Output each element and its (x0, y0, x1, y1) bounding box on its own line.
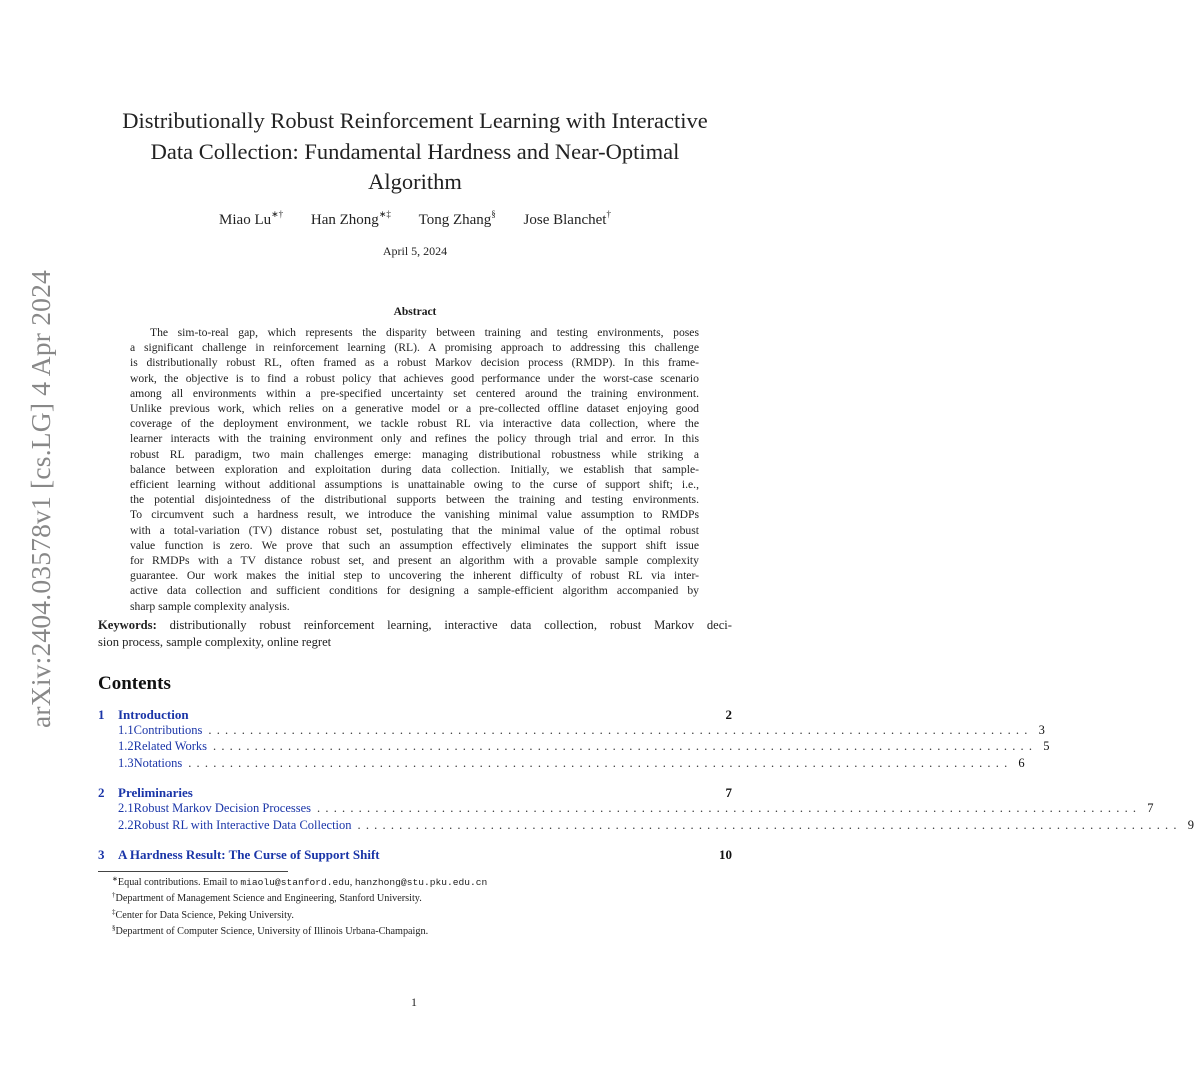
toc-page-number[interactable]: 7 (1147, 801, 1154, 815)
toc-link[interactable]: Robust Markov Decision Processes (133, 801, 312, 815)
abstract-line: To circumvent such a hardness result, we introduce the vanishing minimal value assumption to RMDPs (130, 508, 699, 522)
keywords-line-2: sion process, sample complexity, online regret (98, 635, 332, 649)
toc-number[interactable]: 1.2 (118, 739, 134, 753)
footnote-separator: , (349, 877, 355, 888)
arxiv-stamp-text: arXiv:2404.03578v1 [cs.LG] 4 Apr 2024 (26, 278, 56, 728)
toc-number[interactable]: 2.2 (118, 818, 134, 832)
footnote-rule (98, 871, 288, 872)
toc-number[interactable]: 1.3 (118, 756, 134, 770)
contents-heading: Contents (98, 673, 171, 694)
toc-number[interactable]: 1.1 (118, 723, 134, 737)
toc-link[interactable]: Contributions (133, 723, 203, 737)
author (311, 209, 391, 229)
author (419, 209, 496, 229)
abstract-line: with a total-variation (TV) distance robust set, postulating that the minimal value of the optimal robust (130, 523, 699, 537)
toc-entry[interactable] (98, 707, 732, 724)
toc-entry[interactable] (98, 756, 1025, 773)
keywords (98, 617, 732, 651)
abstract-line: robust RL paradigm, two main challenges emerge: managing distributional robustness while striking a (130, 447, 699, 461)
footnote-mark: ‡ (112, 907, 116, 916)
author (524, 209, 611, 229)
author (219, 209, 283, 229)
abstract-line: value function is zero. We prove that such an assumption effectively eliminates the support shift issue (130, 538, 699, 552)
footnote-affiliation (112, 922, 732, 938)
author-list (98, 209, 732, 229)
footnotes (112, 873, 732, 939)
arxiv-stamp (26, 268, 56, 728)
abstract-line: Unlike previous work, which relies on a generative model or a pre-collected offline dataset enjoying good (130, 402, 699, 416)
footnote-text: Department of Computer Science, University of Illinois Urbana-Champaign. (115, 926, 429, 938)
author-affiliation-marks: † (606, 209, 611, 219)
footnote-text: Department of Management Science and Engineering, Stanford University. (115, 893, 422, 905)
abstract-line: is distributionally robust RL, often framed as a robust Markov decision process (RMDP). In this frame- (130, 356, 699, 370)
toc-link[interactable]: Introduction (118, 707, 189, 722)
toc-number[interactable]: 2.1 (118, 801, 134, 815)
toc-entry[interactable] (98, 785, 732, 802)
toc-page-number[interactable]: 2 (725, 707, 732, 722)
toc-number[interactable]: 1 (98, 707, 105, 722)
toc-page-number[interactable]: 9 (1187, 818, 1194, 832)
abstract-line: efficient learning without additional assumptions is unattainable owing to the curse of support shift; i.e., (130, 478, 699, 492)
title-line-1: Distributionally Robust Reinforcement Learning with Interactive (122, 108, 708, 133)
title-line-2: Data Collection: Fundamental Hardness and Near-Optimal (150, 138, 680, 164)
footnote-mark: § (112, 924, 116, 933)
abstract-line: balance between exploration and exploitation during data collection. Initially, we establish that sample- (130, 462, 699, 476)
toc-page-number[interactable]: 5 (1043, 739, 1050, 753)
author-name: Miao Lu (219, 212, 272, 228)
abstract-line: work, the objective is to find a robust policy that achieves good performance under the worst-case scenario (130, 371, 699, 385)
abstract-line: guarantee. Our work makes the initial step to uncovering the inherent difficulty of robust RL via inter- (130, 569, 699, 583)
title-line-3: Algorithm (368, 169, 462, 194)
footnote-mark: † (112, 891, 116, 900)
toc-entry[interactable] (98, 847, 732, 864)
toc-entry[interactable] (98, 801, 1154, 818)
publication-date: April 5, 2024 (382, 244, 448, 258)
toc-link[interactable]: Robust RL with Interactive Data Collection (133, 818, 352, 832)
keywords-line-1 (98, 617, 732, 634)
toc-leader: ................................................................................................... (188, 756, 1013, 770)
footnote-affiliation (112, 889, 732, 905)
author-name: Jose Blanchet (523, 212, 607, 228)
toc-page-number[interactable]: 7 (725, 785, 732, 800)
abstract-line: for RMDPs with a TV distance robust set, and present an algorithm with a provable sample complexity (130, 554, 699, 568)
page-number: 1 (411, 995, 417, 1009)
abstract-line: sharp sample complexity analysis. (130, 599, 290, 613)
abstract-line: coverage of the deployment environment, we tackle robust RL via interactive data collection, where the (130, 417, 699, 431)
abstract-line: among all environments within a pre-specified uncertainty set centered around the training environment. (130, 386, 699, 400)
toc-page-number[interactable]: 6 (1018, 756, 1025, 770)
keywords-text-1: distributionally robust reinforcement learning, interactive data collection, robust Markov deci- (169, 618, 733, 632)
footnote-affiliation (112, 906, 732, 922)
toc-link[interactable]: A Hardness Result: The Curse of Support Shift (118, 847, 380, 862)
email-link[interactable]: miaolu@stanford.edu (240, 877, 350, 888)
toc-page-number[interactable]: 3 (1038, 723, 1045, 737)
abstract-line: The sim-to-real gap, which represents the disparity between training and testing environments, poses (150, 326, 699, 339)
author-name: Tong Zhang (418, 212, 492, 228)
abstract-line: learner interacts with the training environment only and refines the policy through trial and error. In this (130, 432, 699, 446)
toc-leader: ................................................................................................... (213, 739, 1038, 753)
toc-entry[interactable] (98, 739, 1050, 756)
footnote-mark: ∗ (112, 875, 118, 883)
toc-leader: ................................................................................................... (208, 723, 1033, 737)
author-affiliation-marks: ∗‡ (378, 209, 391, 219)
toc-number[interactable]: 2 (98, 785, 105, 800)
abstract-line: a significant challenge in reinforcement learning (RL). A promising approach to addressing this challenge (130, 341, 699, 355)
email-link[interactable]: hanzhong@stu.pku.edu.cn (354, 877, 488, 888)
author-name: Han Zhong (310, 212, 379, 228)
toc-link[interactable]: Related Works (133, 739, 208, 753)
arxiv-stamp-svg (26, 268, 56, 728)
toc-leader: ................................................................................................... (357, 818, 1182, 832)
abstract-line: the potential disjointedness of the distributional supports between the training and testing environments. (130, 493, 699, 507)
footnote-text: Equal contributions. Email to (117, 877, 241, 888)
toc-page-number[interactable]: 10 (719, 847, 732, 862)
toc-link[interactable]: Preliminaries (118, 785, 193, 800)
abstract-heading: Abstract (393, 306, 437, 318)
footnote-text: Center for Data Science, Peking University. (115, 909, 294, 921)
keywords-label: Keywords: (98, 618, 157, 632)
footnote-equal-contribution (112, 873, 732, 889)
toc-link[interactable]: Notations (133, 756, 183, 770)
abstract-line: active data collection and sufficient conditions for designing a sample-efficient algorithm accompanied by (130, 584, 699, 598)
author-affiliation-marks: § (491, 209, 496, 219)
toc-number[interactable]: 3 (98, 847, 105, 862)
toc-entry[interactable] (98, 723, 1045, 740)
toc-entry[interactable] (98, 818, 1194, 835)
abstract-body (130, 325, 699, 614)
paper-title (98, 106, 732, 198)
author-affiliation-marks: ∗† (271, 209, 284, 219)
toc-leader: ................................................................................................... (317, 801, 1142, 815)
